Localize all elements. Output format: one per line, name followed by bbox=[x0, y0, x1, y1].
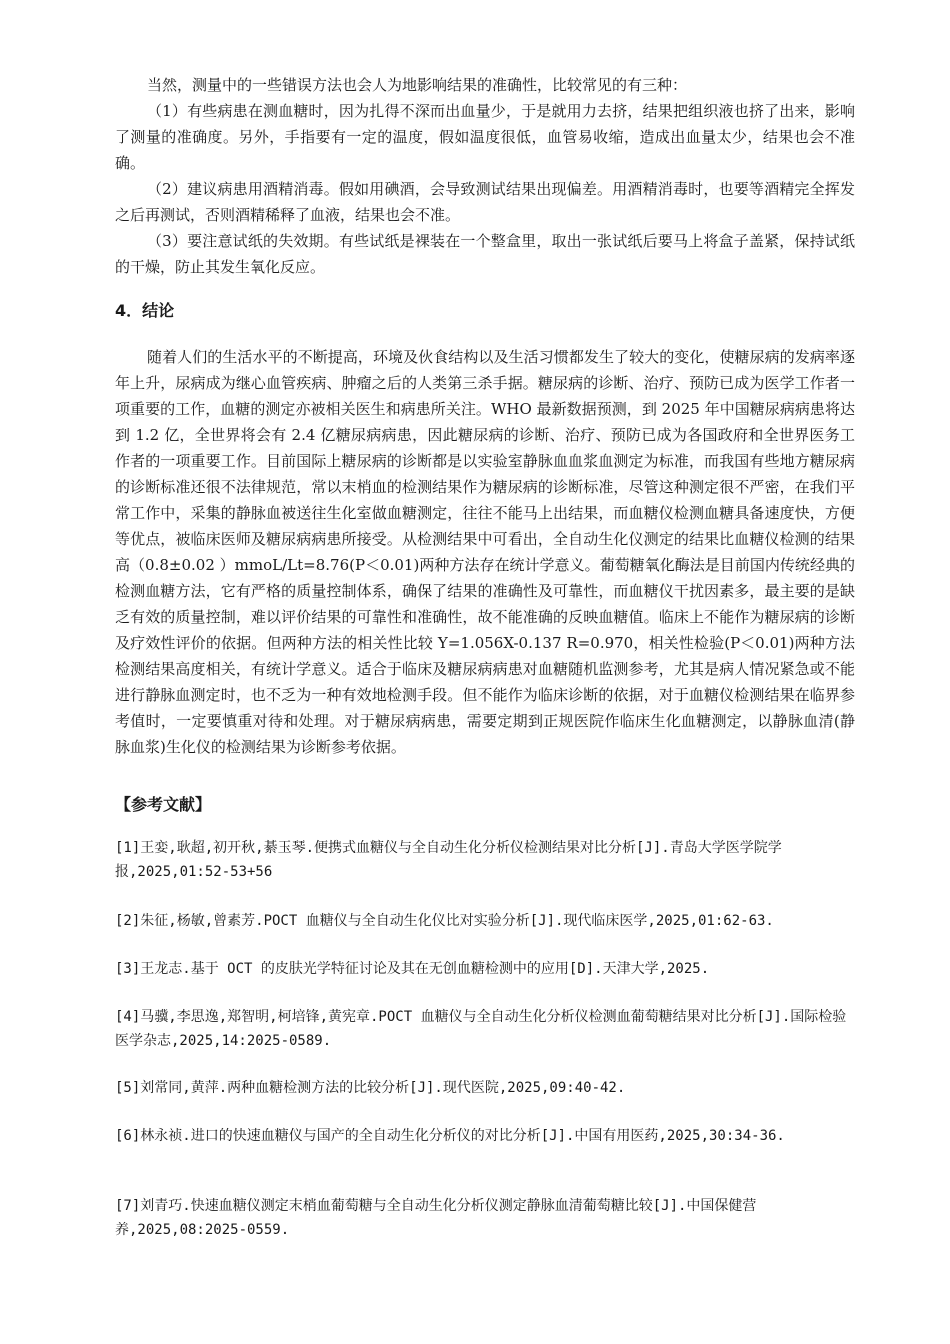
reference-item: [5]刘常同,黄萍.两种血糖检测方法的比较分析[J].现代医院,2025,09:40-42. bbox=[115, 1080, 626, 1096]
reference-item: [3]王龙志.基于 OCT 的皮肤光学特征讨论及其在无创血糖检测中的应用[D].天津大学,2025. bbox=[115, 961, 710, 977]
error-method-2: （2）建议病患用酒精消毒。假如用碘酒，会导致测试结果出现偏差。用酒精消毒时，也要等酒精完全挥发之后再测试，否则酒精稀释了血液，结果也会不准。 bbox=[115, 180, 855, 224]
reference-item: [2]朱征,杨敏,曾素芳.POCT 血糖仪与全自动生化仪比对实验分析[J].现代临床医学,2025,01:62-63. bbox=[115, 913, 774, 929]
section-heading-conclusion: 4．结论 bbox=[115, 301, 175, 320]
conclusion-body: 随着人们的生活水平的不断提高，环境及伙食结构以及生活习惯都发生了较大的变化，使糖尿病的发病率逐年上升，尿病成为继心血管疾病、肿瘤之后的人类第三杀手据。糖尿病的诊断、治疗、预防已成为医学工作者一项重要的工作，血糖的测定亦被相关医生和病患所关注。WHO 最新数据预测，到 2025 年中国糖尿病病患将达到 1.2 亿，全世界将会有 2.4 亿糖尿病病患，因此糖尿病的诊断、治疗、预防已成为各国政府和全世界医务工作者的一项重要工作。目前国际上糖尿病的诊断都是以实验室静脉血血浆血测定为标准，而我国有些地方糖尿病的诊断标准还很不法律规范，常以末梢血的检测结果作为糖尿病的诊断标准，尽管这种测定很不严密，在我们平常工作中，采集的静脉血被送往生化室做血糖测定，往往不能马上出结果，而血糖仪检测血糖具备速度快，方便等优点，被临床医师及糖尿病病患所接受。从检测结果中可看出，全自动生化仪测定的结果比血糖仪检测的结果高（0.8±0.02 ）mmoL/Lt=8.76(P＜0.01)两种方法存在统计学意义。葡萄糖氧化酶法是目前国内传统经典的检测血糖方法，它有严格的质量控制体系，确保了结果的准确性及可靠性，而血糖仪干扰因素多，最主要的是缺乏有效的质量控制，难以评价结果的可靠性和准确性，故不能准确的反映血糖值。临床上不能作为糖尿病的诊断及疗效性评价的依据。但两种方法的相关性比较 Y=1.056X-0.137 R=0.970，相关性检验(P＜0.01)两种方法检测结果高度相关，有统计学意义。适合于临床及糖尿病病患对血糖随机监测参考，尤其是病人情况紧急或不能进行静脉血测定时，也不乏为一种有效地检测手段。但不能作为临床诊断的依据，对于血糖仪检测结果在临界参考值时，一定要慎重对待和处理。对于糖尿病病患，需要定期到正规医院作临床生化血糖测定，以静脉血清(静脉血浆)生化仪的检测结果为诊断参考依据。 bbox=[115, 348, 855, 756]
error-method-1: （1）有些病患在测血糖时，因为扎得不深而出血量少，于是就用力去挤，结果把组织液也挤了出来，影响了测量的准确度。另外，手指要有一定的温度，假如温度很低，血管易收缩，造成出血量太少，结果也会不准确。 bbox=[115, 102, 855, 172]
references-title: 【参考文献】 bbox=[115, 795, 212, 814]
reference-item: [1]王娈,耿超,初开秋,綦玉琴.便携式血糖仪与全自动生化分析仪检测结果对比分析[J].青岛大学医学院学报,2025,01:52-53+56 bbox=[115, 840, 782, 880]
intro-paragraph: 当然，测量中的一些错误方法也会人为地影响结果的准确性，比较常见的有三种： bbox=[147, 76, 688, 94]
reference-item: [4]马骥,李思逸,郑智明,柯培锋,黄宪章.POCT 血糖仪与全自动生化分析仪检测血葡萄糖结果对比分析[J].国际检验医学杂志,2025,14:2025-0589. bbox=[115, 1009, 847, 1049]
reference-item: [6]林永祯.进口的快速血糖仪与国产的全自动生化分析仪的对比分析[J].中国有用医药,2025,30:34-36. bbox=[115, 1128, 785, 1144]
reference-item: [7]刘青巧.快速血糖仪测定末梢血葡萄糖与全自动生化分析仪测定静脉血清葡萄糖比较[J].中国保健营养,2025,08:2025-0559. bbox=[115, 1198, 757, 1238]
error-method-3: （3）要注意试纸的失效期。有些试纸是裸装在一个整盒里，取出一张试纸后要马上将盒子盖紧，保持试纸的干燥，防止其发生氧化反应。 bbox=[115, 232, 855, 276]
